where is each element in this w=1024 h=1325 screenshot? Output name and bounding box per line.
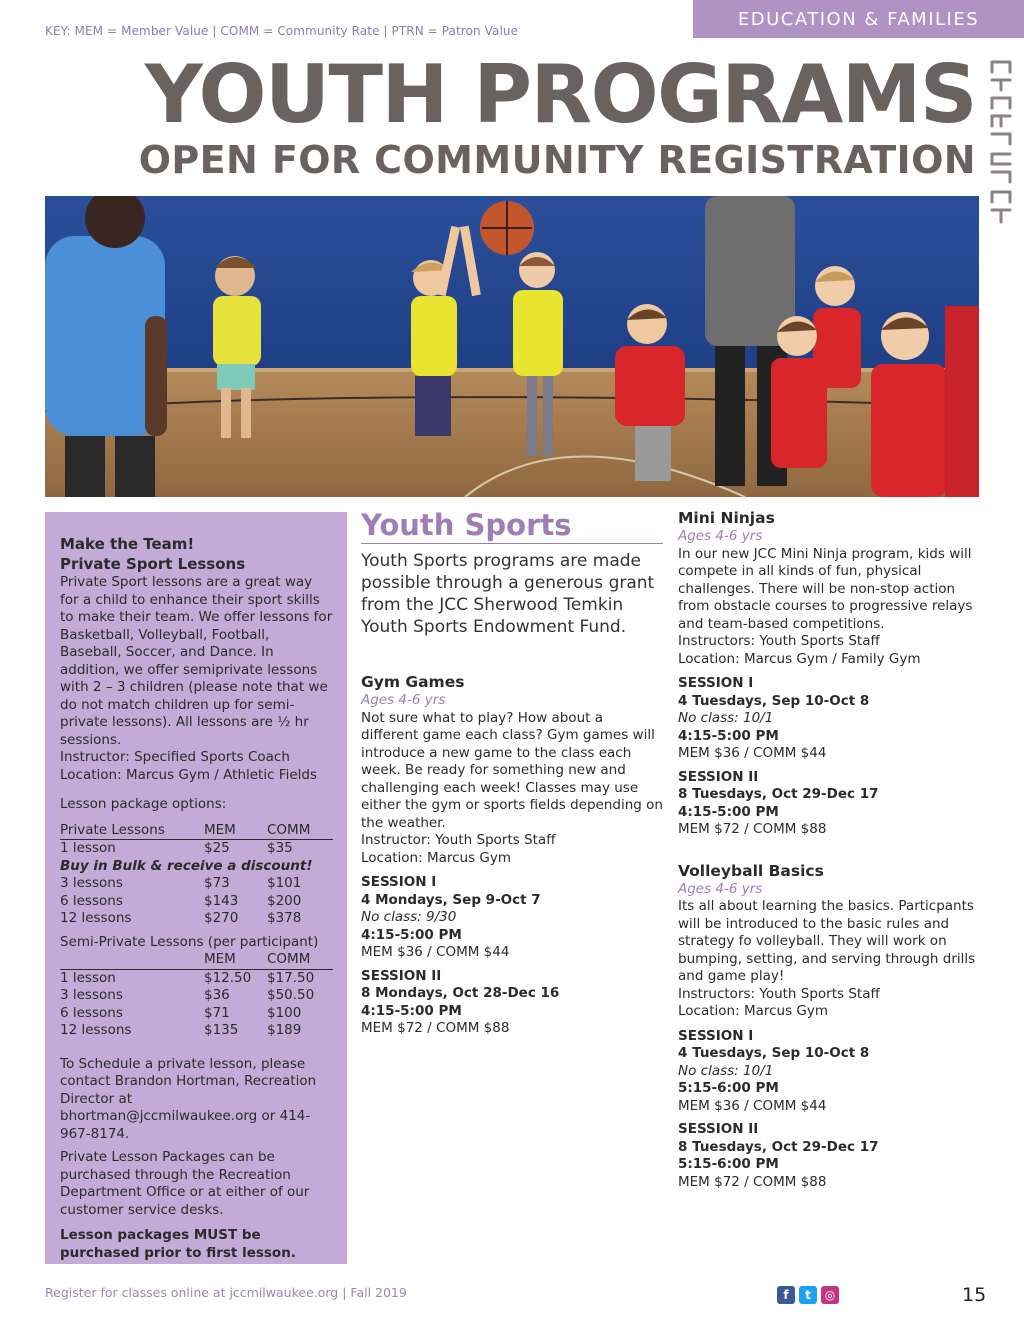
table-cell: $25 [204,840,230,856]
social-icons [777,1286,839,1304]
program-ages: Ages 4-6 yrs [678,880,763,897]
session-name: SESSION I [678,1027,754,1044]
session-dates: 4 Mondays, Sep 9-Oct 7 [361,891,541,908]
semi-private-label: Semi-Private Lessons (per participant) [60,933,319,950]
session-no-class: No class: 10/1 [678,710,774,726]
private-lessons-sidebar [45,512,347,1264]
table-header-row [60,822,333,840]
page-title: YOUTH PROGRAMS [144,48,976,141]
facebook-icon[interactable]: f [777,1286,795,1304]
table-cell: $100 [267,1004,302,1021]
table-cell: $36 [204,987,230,1003]
sidebar-location: Location: Marcus Gym / Athletic Fields [60,766,318,783]
session-no-class: No class: 10/1 [678,1062,774,1079]
session-no-class: No class: 9/30 [361,909,457,925]
program-description: Its all about learning the basics. Particpants will be introduced to the basic rules and strategy fo volleyball. They will work on bumping, setting, and serving through drills and game play! [678,898,976,984]
programs-right-column [678,508,978,1191]
header-cell [60,951,204,969]
session-price: MEM $72 / COMM $88 [678,1173,827,1190]
session-dates: 8 Tuesdays, Oct 29-Dec 17 [678,1138,879,1155]
hebrew-lettering-graphic [986,58,1016,228]
table-row [60,1005,333,1023]
hero-photo [45,196,979,497]
table-row [60,840,333,858]
packages-label: Lesson package options: [60,796,227,812]
program-ages: Ages 4-6 yrs [361,692,446,708]
session-name: SESSION I [361,874,437,890]
table-cell: $71 [204,1004,230,1021]
header-cell: COMM [267,951,333,969]
session-price: MEM $72 / COMM $88 [678,821,827,837]
session-price: MEM $36 / COMM $44 [678,1097,827,1114]
program-instructor: Instructors: Youth Sports Staff [678,985,880,1002]
instagram-icon[interactable]: ◎ [821,1286,839,1304]
session-dates: 4 Tuesdays, Sep 10-Oct 8 [678,1045,870,1061]
table-cell: $73 [204,875,230,891]
sidebar-heading-2: Private Sport Lessons [60,555,246,573]
sidebar-description: Private Sport lessons are a great way for a child to enhance their sport skills to make their team. We offer lessons for Basketball, Volleyball, Football, Baseball, Soccer, and Dance. In addition, we offer semiprivate lessons with 2 – 3 children (please note that we do not match children up for semi-private lessons). All lessons are ½ hr sessions. [60,574,333,748]
table-row [60,893,333,911]
program-location: Location: Marcus Gym [361,849,512,866]
session-time: 5:15-6:00 PM [678,1080,779,1096]
table-cell: $189 [267,1022,302,1038]
section-tag: EDUCATION & FAMILIES [693,0,1024,38]
program-location: Location: Marcus Gym [678,1003,829,1019]
session-time: 4:15-5:00 PM [678,803,779,820]
table-row [60,987,333,1005]
program-description: In our new JCC Mini Ninja program, kids will compete in all kinds of fun, physical challenges. There will be non-stop action from obstacle courses to progressive relays and team-based competitions. [678,545,973,632]
table-row [60,969,333,987]
table-row [60,1022,333,1040]
table-cell: 3 lessons [60,987,123,1003]
semi-private-table [60,951,333,1040]
table-cell: 12 lessons [60,910,132,926]
table-cell: 1 lesson [60,840,116,856]
program-instructor: Instructor: Youth Sports Staff [361,832,556,848]
schedule-contact: To Schedule a private lesson, please contact Brandon Hortman, Recreation Director at bhortman@jccmilwaukee.org or 414-967-8174. [60,1055,317,1142]
table-cell: $143 [204,892,239,909]
table-cell: $101 [267,875,302,891]
program-location: Location: Marcus Gym / Family Gym [678,650,921,667]
table-row [60,875,333,893]
table-cell: $200 [267,892,302,909]
table-cell: 1 lesson [60,969,116,986]
purchase-info: Private Lesson Packages can be purchased through the Recreation Department Office or at either of our customer service desks. [60,1149,310,1218]
bulk-note-row [60,858,333,876]
session-time: 4:15-5:00 PM [678,727,779,744]
bulk-note: Buy in Bulk & receive a discount! [60,857,313,874]
header-cell: COMM [267,822,333,840]
sidebar-heading-1: Make the Team! [60,535,195,553]
program-description: Not sure what to play? How about a different game each class? Gym games will introduce a new game to the class each week. Be ready for something new and challenging each week! Classes may use either the gym or sports fields depending on the weather. [361,709,663,831]
table-cell: $378 [267,910,302,926]
session-dates: 4 Tuesdays, Sep 10-Oct 8 [678,692,870,709]
session-dates: 8 Mondays, Oct 28-Dec 16 [361,985,560,1001]
table-cell: $35 [267,840,293,856]
table-cell: $12.50 [204,969,252,986]
session-time: 4:15-5:00 PM [361,926,462,943]
session-name: SESSION II [678,768,759,785]
session-time: 5:15-6:00 PM [678,1156,779,1172]
session-time: 4:15-5:00 PM [361,1002,462,1019]
session-price: MEM $36 / COMM $44 [361,944,510,960]
page-title-block [138,48,976,182]
session-name: SESSION I [678,675,754,691]
table-cell: 6 lessons [60,892,123,909]
table-cell: 12 lessons [60,1022,132,1038]
program-ages: Ages 4-6 yrs [678,528,763,544]
header-cell: Private Lessons [60,822,204,840]
header-cell: MEM [204,951,267,969]
table-cell: $50.50 [267,987,315,1003]
table-cell: $135 [204,1022,239,1038]
table-cell: 6 lessons [60,1004,123,1021]
kids-basketball-illustration [45,196,979,497]
footer-text: Register for classes online at jccmilwaukee.org | Fall 2019 [45,1285,407,1300]
table-cell: $17.50 [267,969,315,986]
table-row [60,910,333,928]
session-name: SESSION II [678,1121,759,1137]
page-number: 15 [962,1284,987,1306]
key-legend: KEY: MEM = Member Value | COMM = Community Rate | PTRN = Patron Value [45,24,519,38]
youth-sports-heading: Youth Sports [361,508,663,544]
session-price: MEM $36 / COMM $44 [678,745,827,761]
header-cell: MEM [204,822,267,840]
youth-sports-column [361,508,663,1038]
table-cell: 3 lessons [60,875,123,891]
twitter-icon[interactable]: t [799,1286,817,1304]
youth-sports-intro: Youth Sports programs are made possible through a generous grant from the JCC Sherwood Temkin Youth Sports Endowment Fund. [361,551,655,637]
table-header-row [60,951,333,969]
page-subtitle: OPEN FOR COMMUNITY REGISTRATION [138,138,976,182]
session-name: SESSION II [361,967,442,984]
session-dates: 8 Tuesdays, Oct 29-Dec 17 [678,786,879,802]
program-title: Volleyball Basics [678,861,824,880]
program-instructor: Instructors: Youth Sports Staff [678,633,880,649]
table-cell: $270 [204,910,239,926]
session-price: MEM $72 / COMM $88 [361,1020,510,1036]
sidebar-instructor: Instructor: Specified Sports Coach [60,749,290,765]
private-lessons-table [60,822,333,928]
purchase-requirement: Lesson packages MUST be purchased prior to first lesson. [60,1227,296,1261]
program-title: Gym Games [361,673,465,691]
program-title: Mini Ninjas [678,509,775,527]
